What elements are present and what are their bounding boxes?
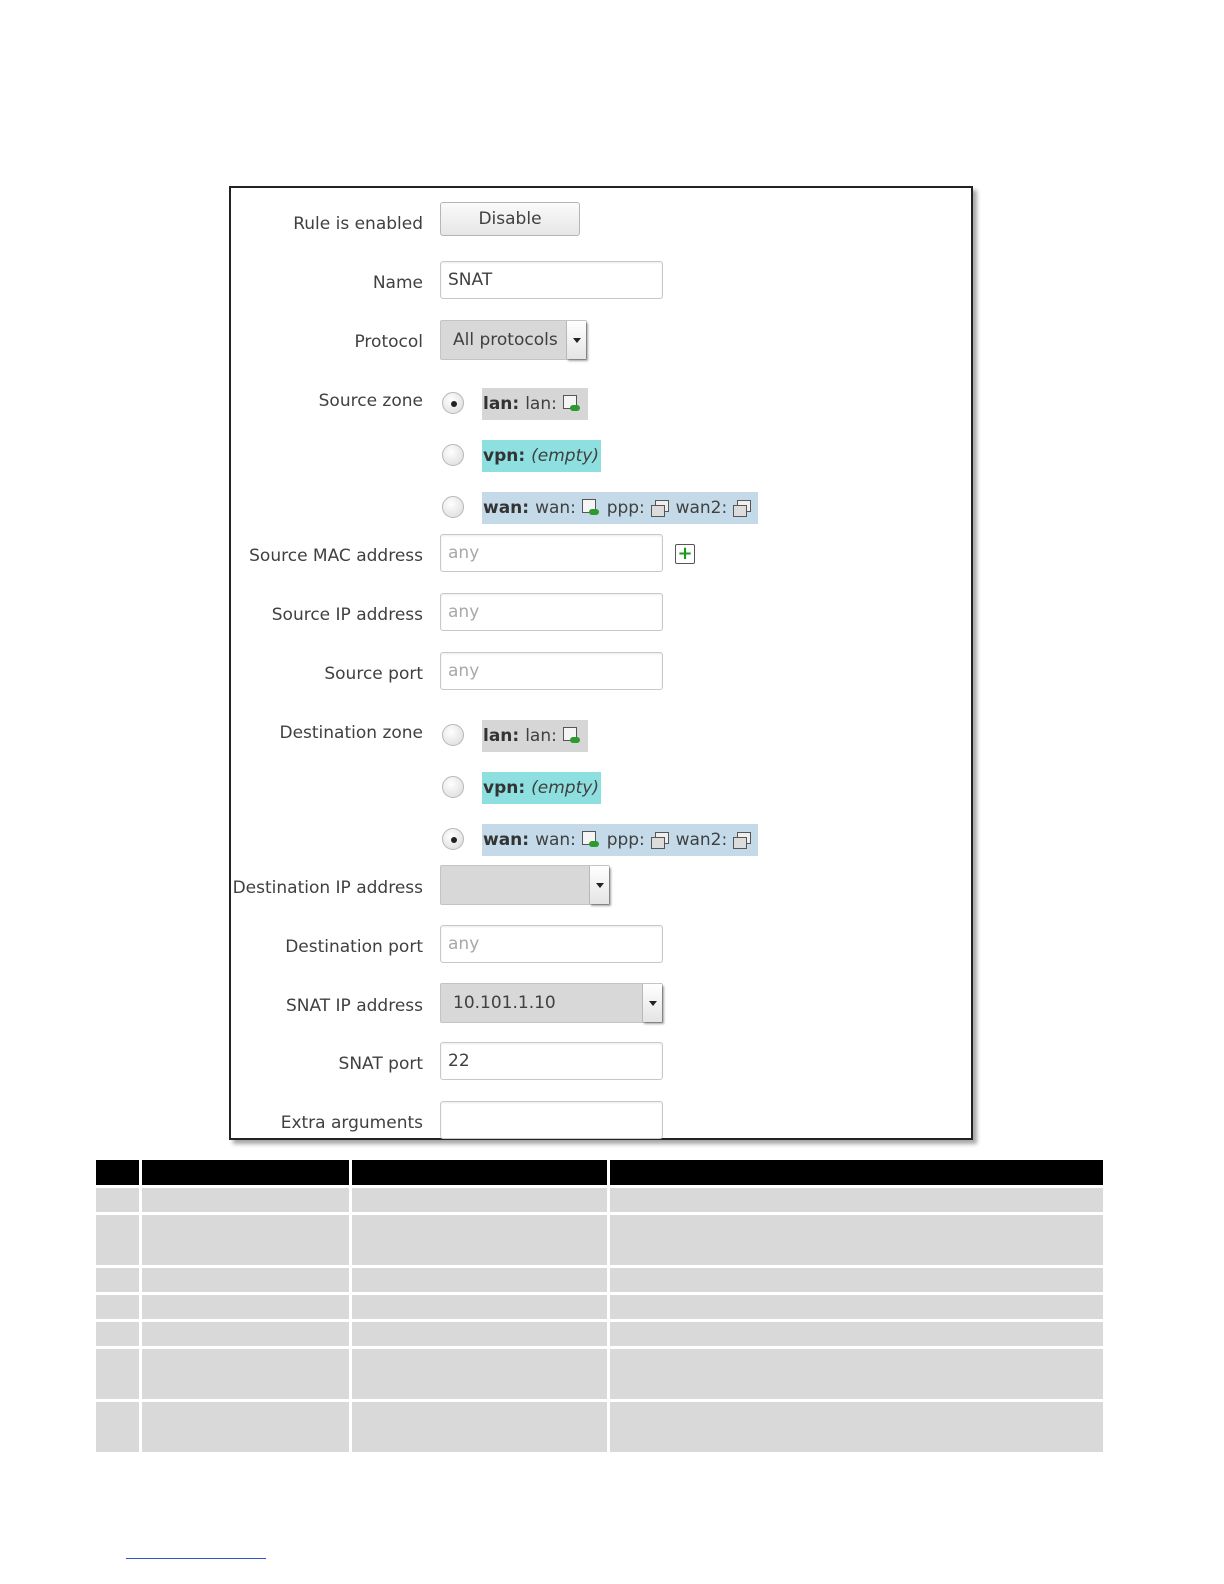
- extra-arguments-label: Extra arguments: [280, 1113, 423, 1133]
- name-input[interactable]: SNAT: [440, 261, 663, 299]
- destination-port-label: Destination port: [285, 937, 423, 957]
- empty-text: (empty): [531, 446, 599, 466]
- rule-enabled-label: Rule is enabled: [293, 214, 423, 234]
- destination-zone-wan-radio[interactable]: [442, 828, 464, 850]
- table-header-cell: [610, 1160, 1103, 1185]
- network-name: wan:: [535, 830, 576, 850]
- disable-button[interactable]: Disable: [440, 202, 580, 236]
- table-header-row: [96, 1160, 1106, 1185]
- source-mac-label: Source MAC address: [249, 546, 423, 566]
- footer-link-underline: [126, 1558, 266, 1559]
- destination-port-input[interactable]: any: [440, 925, 663, 963]
- empty-text: (empty): [531, 778, 599, 798]
- extra-arguments-input[interactable]: [440, 1101, 663, 1139]
- table-header-cell: [96, 1160, 139, 1185]
- zone-name: wan:: [483, 498, 530, 518]
- virtual-interface-icon: [650, 498, 670, 518]
- table-row: [96, 1295, 1106, 1319]
- network-name: lan:: [525, 726, 557, 746]
- destination-zone-vpn-radio[interactable]: [442, 776, 464, 798]
- destination-ip-label: Destination IP address: [232, 878, 423, 898]
- ethernet-icon: [562, 726, 582, 746]
- destination-zone-lan-radio[interactable]: [442, 724, 464, 746]
- zone-name: lan:: [483, 726, 520, 746]
- chevron-down-icon: [589, 866, 609, 904]
- table-row: [96, 1188, 1106, 1212]
- snat-port-input[interactable]: 22: [440, 1042, 663, 1080]
- destination-zone-wan-option[interactable]: [482, 824, 758, 856]
- source-ip-input[interactable]: any: [440, 593, 663, 631]
- name-label: Name: [372, 273, 423, 293]
- source-zone-lan-radio[interactable]: [442, 392, 464, 414]
- source-zone-vpn-radio[interactable]: [442, 444, 464, 466]
- ethernet-icon: [581, 498, 601, 518]
- chevron-down-icon: [566, 321, 586, 359]
- parameters-table: [96, 1160, 1106, 1455]
- destination-zone-vpn-option[interactable]: [482, 772, 601, 804]
- zone-name: wan:: [483, 830, 530, 850]
- network-name: wan2:: [675, 498, 728, 518]
- zone-name: vpn:: [483, 446, 526, 466]
- destination-ip-select[interactable]: [440, 865, 610, 905]
- snat-port-label: SNAT port: [338, 1054, 423, 1074]
- source-ip-label: Source IP address: [271, 605, 423, 625]
- destination-zone-label: Destination zone: [279, 723, 423, 743]
- protocol-select[interactable]: [440, 320, 587, 360]
- table-header-cell: [142, 1160, 349, 1185]
- table-row: [96, 1322, 1106, 1346]
- network-name: ppp:: [606, 498, 645, 518]
- add-icon[interactable]: +: [675, 544, 695, 564]
- network-name: wan2:: [675, 830, 728, 850]
- source-zone-lan-option[interactable]: [482, 388, 588, 420]
- snat-ip-value: 10.101.1.10: [453, 993, 556, 1013]
- network-name: lan:: [525, 394, 557, 414]
- snat-ip-label: SNAT IP address: [285, 996, 423, 1016]
- table-header-cell: [352, 1160, 607, 1185]
- source-zone-label: Source zone: [318, 391, 423, 411]
- source-port-label: Source port: [324, 664, 423, 684]
- snat-ip-select[interactable]: [440, 983, 663, 1023]
- virtual-interface-icon: [650, 830, 670, 850]
- table-row: [96, 1349, 1106, 1399]
- table-row: [96, 1402, 1106, 1452]
- destination-zone-lan-option[interactable]: [482, 720, 588, 752]
- protocol-value: All protocols: [453, 330, 558, 350]
- source-port-input[interactable]: any: [440, 652, 663, 690]
- ethernet-icon: [562, 394, 582, 414]
- source-zone-vpn-option[interactable]: [482, 440, 601, 472]
- zone-name: lan:: [483, 394, 520, 414]
- network-name: ppp:: [606, 830, 645, 850]
- snat-rule-form: [229, 186, 973, 1140]
- source-mac-input[interactable]: any: [440, 534, 663, 572]
- network-name: wan:: [535, 498, 576, 518]
- chevron-down-icon: [642, 984, 662, 1022]
- table-row: [96, 1215, 1106, 1265]
- source-zone-wan-option[interactable]: [482, 492, 758, 524]
- table-row: [96, 1268, 1106, 1292]
- virtual-interface-icon: [732, 498, 752, 518]
- ethernet-icon: [581, 830, 601, 850]
- source-zone-wan-radio[interactable]: [442, 496, 464, 518]
- protocol-label: Protocol: [354, 332, 423, 352]
- zone-name: vpn:: [483, 778, 526, 798]
- virtual-interface-icon: [732, 830, 752, 850]
